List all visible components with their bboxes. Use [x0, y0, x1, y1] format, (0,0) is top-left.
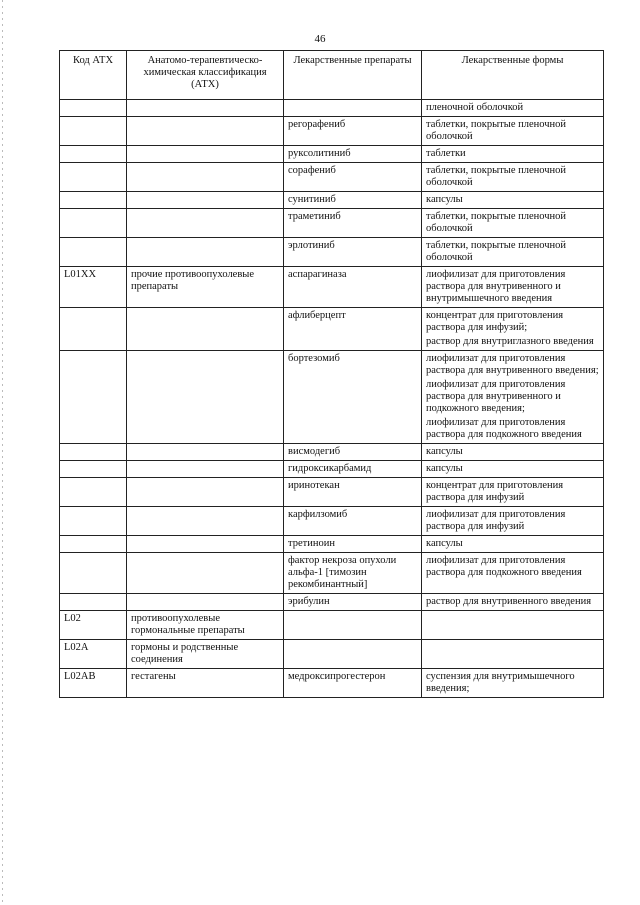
dosage-form: таблетки, покрытые пленочной оболочкой: [426, 119, 567, 142]
atx-code-cell: [60, 163, 127, 192]
drug-name-cell: иринотекан: [284, 478, 422, 507]
page-number: 46: [314, 33, 326, 45]
table-row: [60, 611, 604, 640]
atx-classification-cell: [127, 192, 284, 209]
dosage-forms-cell: [422, 238, 604, 267]
dosage-form: капсулы: [426, 194, 463, 205]
dosage-form: капсулы: [426, 538, 463, 549]
dosage-forms-cell: [422, 640, 604, 669]
atx-code-cell: [60, 536, 127, 553]
atx-classification-cell: [127, 163, 284, 192]
atx-classification-cell: [127, 351, 284, 444]
atx-classification-cell: [127, 461, 284, 478]
dosage-forms-cell: [422, 594, 604, 611]
atx-classification-cell: [127, 478, 284, 507]
atx-classification-cell: прочие противоопухолевые препараты: [127, 267, 284, 308]
drug-name-cell: медроксипрогестерон: [284, 669, 422, 698]
atx-code-cell: [60, 117, 127, 146]
drug-name-cell: третиноин: [284, 536, 422, 553]
dosage-forms-cell: [422, 553, 604, 594]
dosage-form: суспензия для внутримышечного введения;: [426, 671, 575, 694]
atx-classification-cell: [127, 209, 284, 238]
drug-name-cell: траметиниб: [284, 209, 422, 238]
drug-name-cell: [284, 100, 422, 117]
dosage-form: раствор для внутривенного введения: [426, 596, 592, 607]
atx-code-cell: [60, 192, 127, 209]
drug-name-cell: бортезомиб: [284, 351, 422, 444]
table-body: [60, 100, 604, 698]
table-row: [60, 267, 604, 308]
dosage-form: концентрат для приготовления раствора для инфузий;: [426, 310, 564, 333]
drug-name-cell: эрибулин: [284, 594, 422, 611]
table-header-row: [60, 51, 604, 100]
dosage-form: лиофилизат для приготовления раствора для подкожного введения: [426, 417, 582, 440]
table-row: [60, 640, 604, 669]
atx-code-cell: [60, 100, 127, 117]
dosage-form: раствор для внутриглазного введения: [426, 336, 594, 347]
dosage-form: концентрат для приготовления раствора для инфузий: [426, 480, 564, 503]
atx-code-cell: [60, 594, 127, 611]
dosage-forms-cell: [422, 100, 604, 117]
atx-code-cell: [60, 478, 127, 507]
dosage-form: лиофилизат для приготовления раствора для внутривенного и подкожного введения;: [426, 379, 566, 414]
atx-classification-cell: [127, 146, 284, 163]
drug-name-cell: карфилзомиб: [284, 507, 422, 536]
atx-code-cell: [60, 351, 127, 444]
dosage-forms-cell: [422, 461, 604, 478]
dosage-forms-cell: [422, 536, 604, 553]
table-row: [60, 192, 604, 209]
table-row: [60, 238, 604, 267]
table-row: [60, 100, 604, 117]
drug-name-cell: [284, 611, 422, 640]
header-forms: Лекарственные формы: [422, 51, 604, 100]
dosage-form: лиофилизат для приготовления раствора для подкожного введения: [426, 555, 582, 578]
dosage-forms-cell: [422, 117, 604, 146]
atx-code-cell: L02AB: [60, 669, 127, 698]
dosage-forms-cell: [422, 209, 604, 238]
dosage-forms-cell: [422, 478, 604, 507]
drug-name-cell: эрлотиниб: [284, 238, 422, 267]
drug-name-cell: аспарагиназа: [284, 267, 422, 308]
table-row: [60, 594, 604, 611]
dosage-form: лиофилизат для приготовления раствора для инфузий: [426, 509, 566, 532]
table-row: [60, 209, 604, 238]
dosage-forms-cell: [422, 669, 604, 698]
atx-code-cell: [60, 238, 127, 267]
drug-name-cell: висмодегиб: [284, 444, 422, 461]
atx-classification-cell: противоопухолевые гормональные препараты: [127, 611, 284, 640]
dosage-form: таблетки, покрытые пленочной оболочкой: [426, 211, 567, 234]
atx-code-cell: [60, 461, 127, 478]
atx-classification-cell: [127, 100, 284, 117]
scan-edge-mark: [2, 0, 3, 905]
drug-name-cell: регорафениб: [284, 117, 422, 146]
dosage-form: таблетки: [426, 148, 466, 159]
atx-classification-cell: [127, 553, 284, 594]
atx-code-cell: [60, 146, 127, 163]
dosage-form: лиофилизат для приготовления раствора для внутривенного и внутримышечного введения: [426, 269, 566, 304]
drug-name-cell: сорафениб: [284, 163, 422, 192]
dosage-forms-cell: [422, 444, 604, 461]
atx-classification-cell: гестагены: [127, 669, 284, 698]
dosage-form: таблетки, покрытые пленочной оболочкой: [426, 165, 567, 188]
atx-code-cell: L01XX: [60, 267, 127, 308]
drug-name-cell: [284, 640, 422, 669]
table-row: [60, 461, 604, 478]
table-row: [60, 553, 604, 594]
dosage-forms-cell: [422, 308, 604, 351]
drug-name-cell: руксолитиниб: [284, 146, 422, 163]
dosage-forms-cell: [422, 267, 604, 308]
dosage-forms-cell: [422, 146, 604, 163]
atx-code-cell: L02A: [60, 640, 127, 669]
atx-code-cell: [60, 444, 127, 461]
atx-classification-cell: гормоны и родственные соединения: [127, 640, 284, 669]
table-row: [60, 351, 604, 444]
drug-name-cell: сунитиниб: [284, 192, 422, 209]
table-row: [60, 478, 604, 507]
dosage-form: таблетки, покрытые пленочной оболочкой: [426, 240, 567, 263]
atx-classification-cell: [127, 117, 284, 146]
header-code: Код АТХ: [60, 51, 127, 100]
atx-code-cell: L02: [60, 611, 127, 640]
atx-classification-cell: [127, 444, 284, 461]
table-row: [60, 669, 604, 698]
dosage-forms-cell: [422, 192, 604, 209]
table-row: [60, 308, 604, 351]
table-row: [60, 163, 604, 192]
dosage-form: капсулы: [426, 463, 463, 474]
dosage-forms-cell: [422, 163, 604, 192]
dosage-form: лиофилизат для приготовления раствора для внутривенного введения;: [426, 353, 599, 376]
table-row: [60, 444, 604, 461]
dosage-form: пленочной оболочкой: [426, 102, 524, 113]
drug-name-cell: гидроксикарбамид: [284, 461, 422, 478]
table-row: [60, 536, 604, 553]
atx-code-cell: [60, 553, 127, 594]
atx-classification-cell: [127, 238, 284, 267]
dosage-forms-cell: [422, 611, 604, 640]
table-row: [60, 146, 604, 163]
table-row: [60, 507, 604, 536]
atx-classification-cell: [127, 536, 284, 553]
atx-classification-cell: [127, 507, 284, 536]
atx-drug-table: [59, 50, 604, 698]
atx-classification-cell: [127, 594, 284, 611]
drug-name-cell: афлиберцепт: [284, 308, 422, 351]
dosage-forms-cell: [422, 507, 604, 536]
table-row: [60, 117, 604, 146]
atx-classification-cell: [127, 308, 284, 351]
atx-code-cell: [60, 209, 127, 238]
dosage-forms-cell: [422, 351, 604, 444]
atx-code-cell: [60, 308, 127, 351]
header-classification: Анатомо-терапевтическо-химическая классификация (АТХ): [127, 51, 284, 100]
drug-name-cell: фактор некроза опухоли альфа-1 [тимозин рекомбинантный]: [284, 553, 422, 594]
atx-code-cell: [60, 507, 127, 536]
header-drug: Лекарственные препараты: [284, 51, 422, 100]
dosage-form: капсулы: [426, 446, 463, 457]
